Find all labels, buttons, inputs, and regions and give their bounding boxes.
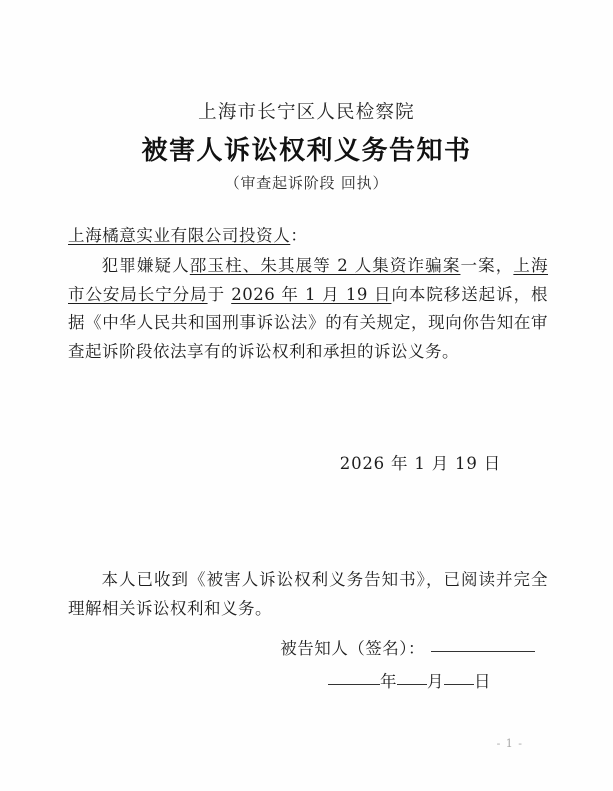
issue-date: 2026 年 1 月 19 日 (339, 454, 501, 473)
document-title: 被害人诉讼权利义务告知书 (141, 136, 472, 166)
body-paragraph (68, 252, 548, 366)
year-blank-field[interactable] (328, 670, 380, 685)
issuing-organization: 上海市长宁区人民检察院 (198, 102, 415, 123)
addressee-line (68, 222, 307, 246)
document-subtitle: （审查起诉阶段 回执） (224, 174, 389, 192)
year-label: 年 (380, 672, 397, 691)
addressee-colon: ： (290, 226, 308, 245)
signature-label: 被告知人（签名）： (280, 639, 425, 658)
acknowledgement-paragraph (68, 565, 548, 623)
body-segment-2: 一案， (460, 256, 514, 275)
addressee-name: 上海橘意实业有限公司投资人 (68, 226, 291, 245)
body-segment-4: 向本院移送起诉，根据《中华人民共和国刑事诉讼法》的有关规定，现向你告知在审查起诉阶段依法享有的诉讼权利和承担的诉讼义务。 (68, 284, 549, 361)
transferring-bureau: 上海市公安局长宁分局 (68, 256, 549, 304)
body-segment-3: 于 (207, 284, 232, 304)
suspects-clause: 邵玉柱、朱其展等 2 人集资诈骗案 (189, 256, 461, 275)
day-label: 日 (474, 672, 491, 691)
month-label: 月 (427, 672, 444, 691)
month-blank-field[interactable] (397, 670, 427, 685)
day-blank-field[interactable] (444, 670, 474, 685)
body-segment-1: 犯罪嫌疑人 (101, 256, 190, 275)
signature-blank-field[interactable] (431, 637, 535, 652)
signature-row (0, 635, 613, 659)
page-number: - 1 - (496, 737, 523, 750)
acknowledgement-text: 本人已收到《被害人诉讼权利义务告知书》，已阅读并完全理解相关诉讼权利和义务。 (68, 570, 548, 618)
transfer-date: 2026 年 1 月 19 日 (231, 284, 392, 304)
signature-date-row (0, 668, 613, 692)
